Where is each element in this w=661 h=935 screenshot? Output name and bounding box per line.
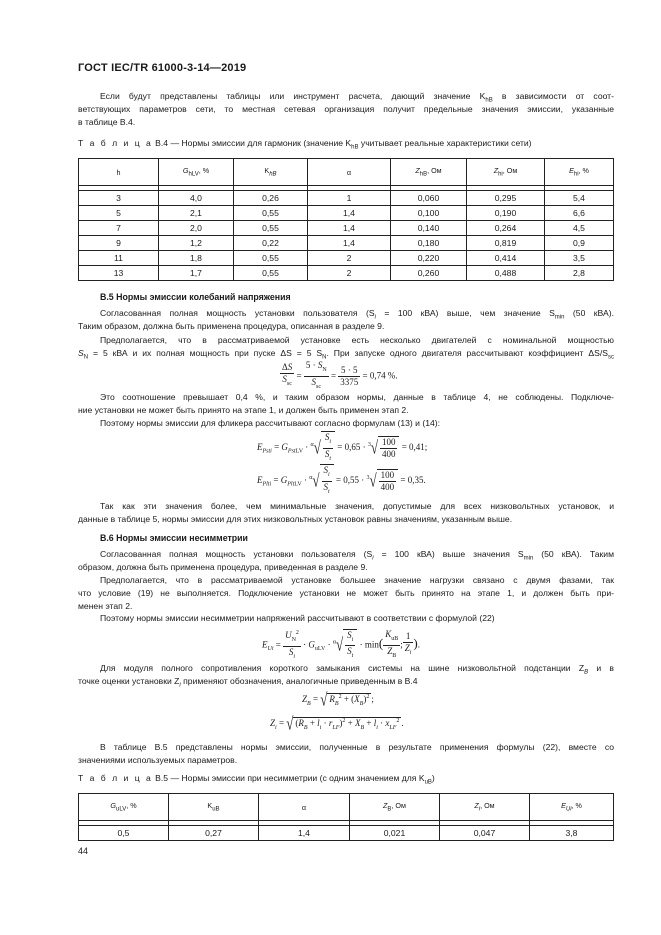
table-cell: 0,26 — [234, 191, 308, 206]
formula-zb: $Z_B$ = √ $R_B^2 + (X_B)^2$ ; — [302, 688, 374, 710]
col-zi: $Z_i$, Ом — [440, 794, 530, 821]
table-cell: 0,180 — [391, 236, 467, 251]
table-cell: 0,414 — [467, 251, 545, 266]
table-cell: 2,8 — [545, 266, 614, 281]
table-cell: 1 — [308, 191, 391, 206]
table-cell: 1,2 — [159, 236, 234, 251]
b6-p2-line2: что условие (19) не выполняется. Подключение установки не может быть принято на этапе 1, и должен быть при- — [78, 588, 614, 598]
table-cell: 0,140 — [391, 221, 467, 236]
intro-line-3: в таблице B.4. — [78, 117, 136, 127]
table-cell: 0,55 — [234, 251, 308, 266]
table-cell: 7 — [79, 221, 159, 236]
table-cell: 0,488 — [467, 266, 545, 281]
table-b4 — [78, 158, 614, 281]
table-b4-body — [79, 191, 614, 281]
table-cell: 0,220 — [391, 251, 467, 266]
table-cell: 11 — [79, 251, 159, 266]
table-cell: 0,9 — [545, 236, 614, 251]
table-row — [79, 251, 614, 266]
table-row — [79, 206, 614, 221]
b6-p2-line1: Предполагается, что в рассматриваемой установке большее значение нагрузки связано с двумя фазами, так — [100, 575, 614, 585]
col-zb: $Z_B$, Ом — [350, 794, 440, 821]
table-cell: 0,060 — [391, 191, 467, 206]
b6-p4-line2: точке оценки установки $Z_i$ применяют обозначения, аналогичные приведенным в B.4 — [78, 676, 418, 689]
col-guLV: $G_{uLV}$, % — [79, 794, 169, 821]
col-alpha: α — [308, 159, 391, 186]
table-cell: 5 — [79, 206, 159, 221]
table-cell: 1,4 — [308, 221, 391, 236]
table-cell: 0,295 — [467, 191, 545, 206]
b5-p5-line1: Так как эти значения более, чем минимальные значения, допустимые для всех низковольтных установок, и — [100, 501, 614, 511]
table-b4-header-row — [79, 159, 614, 186]
b5-p1-line2: Таким образом, должна быть применена процедура, описанная в разделе 9. — [78, 321, 385, 331]
col-g: $G_{hLV}$, % — [159, 159, 234, 186]
table-cell: 2 — [308, 266, 391, 281]
table-cell: 0,260 — [391, 266, 467, 281]
formula-zi: $Z_i$ = √ $(R_B + l_i \cdot r_{LF})^2 + X_B + l_i \cdot x_{LF}^2$ . — [270, 712, 404, 734]
formula-epiti: $E_{Plti} = G_{PltLV} \cdot ^\alpha√$ $\frac{S_i}{S_t}$ = 0,55 · $^3$√ $\frac{100}{400}$ = 0,35. — [257, 464, 426, 498]
table-cell: 0,22 — [234, 236, 308, 251]
table-cell: 9 — [79, 236, 159, 251]
b5-p2-line2: $S_N = 5$ кВА и их полная мощность при пуске ΔS = 5 $S_N$. При запуске одного двигателя рассчитывают коэффициент $\Delta S/S_{sc}$ — [78, 348, 614, 361]
table-cell: 0,100 — [391, 206, 467, 221]
table-cell: 2 — [308, 251, 391, 266]
table-cell: 1,4 — [308, 206, 391, 221]
table-cell: 4,0 — [159, 191, 234, 206]
table-cell: 1,4 — [308, 236, 391, 251]
b5-p4: Поэтому нормы эмиссии для фликера рассчитывают согласно формулам (13) и (14): — [100, 418, 441, 428]
table-cell: 1,7 — [159, 266, 234, 281]
table-cell: 5,4 — [545, 191, 614, 206]
table-cell: 3,5 — [545, 251, 614, 266]
col-eui: $E_{Ui}$, % — [530, 794, 614, 821]
table-cell: 4,5 — [545, 221, 614, 236]
table-cell: 2,1 — [159, 206, 234, 221]
col-kub: $K_{uB}$ — [169, 794, 259, 821]
intro-line-2: ветствующих параметров сети, то местная сетевая организация получит предельные значения эмиссии, указанные — [78, 104, 614, 114]
table-cell: 2,0 — [159, 221, 234, 236]
section-b6-title: B.6 Нормы эмиссии несимметрии — [100, 533, 248, 543]
col-h: h — [79, 159, 159, 186]
col-zhb: $Z_{hB}$, Ом — [391, 159, 467, 186]
col-alpha5: α — [259, 794, 350, 821]
b5-p1-line1: Согласованная полная мощность установки пользователя ($S_i = 100$ кВА) выше, чем значение $S_{min}$ (50 кВА). — [100, 308, 614, 321]
col-ehi: $E_{hi}$, % — [545, 159, 614, 186]
table-cell: 0,55 — [234, 221, 308, 236]
table-cell: 0,819 — [467, 236, 545, 251]
table-row — [79, 236, 614, 251]
b6-p1-line1: Согласованная полная мощность установки пользователя ($S_i = 100$ кВА) выше значения $S_{min}$ (50 кВА). Таким — [100, 549, 614, 562]
table-cell: 0,190 — [467, 206, 545, 221]
table-row — [79, 266, 614, 281]
col-zhi: $Z_{hi}$, Ом — [467, 159, 545, 186]
table-cell: 0,55 — [234, 266, 308, 281]
table-b5-caption: Т а б л и ц а B.5 — Нормы эмиссии при несимметрии (с одним значением для $K_{uB}$) — [78, 773, 435, 786]
formula-epsti: $E_{Psti} = G_{PstLV} \cdot ^\alpha√$ $\frac{S_i}{S_t}$ = 0,65 · $^3$√ $\frac{100}{400}$ = 0,41; — [257, 431, 427, 465]
formula-ds-ssc: $\frac{\Delta S}{S_{sc}}$ = $\frac{5 \cdot S_N}{S_{sc}}$ = $\frac{5 \cdot 5}{3375}$ = 0,74 %. — [282, 360, 398, 390]
table-b5-header-row — [79, 794, 614, 821]
b6-p5-line2: значениями используемых параметров. — [78, 755, 238, 765]
intro-line-1: Если будут представлены таблицы или инструмент расчета, дающий значение $K_{hB}$ в зависимости от соот- — [100, 91, 614, 104]
b5-p2-line1: Предполагается, что в рассматриваемой установке есть несколько двигателей с номинальной мощностью — [100, 335, 614, 345]
b5-p5-line2: данные в таблице 5, нормы эмиссии для этих низковольтных установок равны значениям, указанным выше. — [78, 514, 513, 524]
table-b4-caption: Т а б л и ц а B.4 — Нормы эмиссии для гармоник (значение $K_{hB}$ учитывает реальные характеристики сети) — [78, 138, 532, 151]
b6-p3: Поэтому нормы эмиссии несимметрии напряжений рассчитывают в соответствии с формулой (22) — [100, 613, 495, 623]
b6-p4-line1: Для модуля полного сопротивления короткого замыкания системы на шине низковольтной подстанции $Z_B$ и в — [100, 663, 614, 676]
table-row — [79, 191, 614, 206]
table-cell: 13 — [79, 266, 159, 281]
formula-eui: $E_{Ui}$ = $\frac{U_N^2}{S_i}$ · $G_{uLV} \cdot ^\alpha√$ $\frac{S_i}{S_t}$ · min( $\frac{K_{uB}}{Z_B}$ ; $\frac{1}{Z_i}$ ). — [262, 628, 420, 663]
table-b5 — [78, 793, 614, 841]
table-row — [79, 221, 614, 236]
b6-p5-line1: В таблице B.5 представлены нормы эмиссии, полученные в результате применения формулы (22), вместе со — [100, 742, 614, 752]
document-header: ГОСТ IEC/TR 61000-3-14—2019 — [78, 62, 247, 74]
table-cell: 1,8 — [159, 251, 234, 266]
table-cell: 6,6 — [545, 206, 614, 221]
b5-p3-line1: Это соотношение превышает 0,4 %, и таким образом нормы, данные в таблице 4, не соблюдены. Подключе- — [100, 392, 614, 402]
page-number: 44 — [78, 846, 89, 856]
table-cell: 0,264 — [467, 221, 545, 236]
table-row: 0,5 0,27 1,4 0,021 0,047 3,8 — [79, 826, 614, 841]
b6-p1-line2: образом, должна быть применена процедура, приведенная в разделе 9. — [78, 562, 368, 572]
b5-p3-line2: ние установки не может быть принято на этапе 1, и должен быть применен этап 2. — [78, 405, 409, 415]
col-k: $K_{hB}$ — [234, 159, 308, 186]
table-cell: 0,55 — [234, 206, 308, 221]
b6-p2-line3: менен этап 2. — [78, 601, 133, 611]
table-cell: 3 — [79, 191, 159, 206]
section-b5-title: B.5 Нормы эмиссии колебаний напряжения — [100, 292, 291, 302]
